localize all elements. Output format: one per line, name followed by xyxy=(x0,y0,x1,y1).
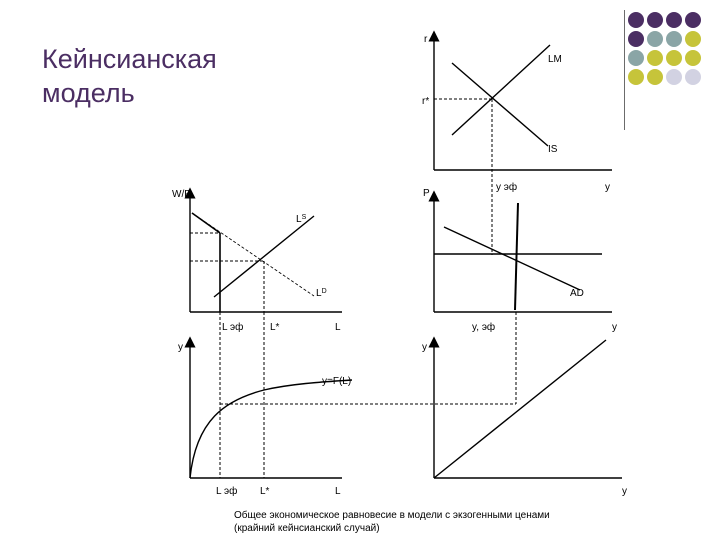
r-star-label: r* xyxy=(422,96,430,107)
line45-y-label: y xyxy=(422,342,427,353)
production-function-label: y=F(L) xyxy=(322,376,352,387)
ad-y-eq-label: y, эф xyxy=(472,322,496,333)
production-x-label: L xyxy=(335,486,341,497)
as-vertical-line xyxy=(515,203,518,310)
title-line-1: Кейнсианская xyxy=(42,44,217,74)
is-curve xyxy=(452,63,548,146)
title-line-2: модель xyxy=(42,78,135,108)
line45-diagonal xyxy=(434,340,606,478)
lm-label: LM xyxy=(548,54,562,65)
production-l-eq-label: L эф xyxy=(216,486,238,497)
caption-line-1: Общее экономическое равновесие в модели с экзогенными ценами xyxy=(234,510,550,521)
labor-y-label: W/P xyxy=(172,189,191,200)
is-lm-x-label: y xyxy=(605,182,610,193)
labor-l-star-label: L* xyxy=(270,322,280,333)
is-label: IS xyxy=(548,144,558,155)
caption-line-2: (крайний кейнсианский случай) xyxy=(234,523,380,534)
ad-curve xyxy=(444,227,580,290)
labor-x-label: L xyxy=(335,322,341,333)
figure-caption xyxy=(234,509,654,535)
labor-demand-label: $L^D$ xyxy=(316,288,327,299)
is-lm-panel xyxy=(422,34,612,193)
ad-panel xyxy=(423,188,617,333)
production-l-star-label: L* xyxy=(260,486,270,497)
y-eq-label: y эф xyxy=(496,182,518,193)
labor-market-panel xyxy=(172,189,342,333)
line45-x-label: y xyxy=(622,486,627,497)
production-function-curve xyxy=(190,380,352,478)
labor-l-eq-label: L эф xyxy=(222,322,244,333)
ad-x-label: y xyxy=(612,322,617,333)
lm-curve xyxy=(452,45,550,135)
ad-y-label: P xyxy=(423,188,430,199)
ad-curve-label: AD xyxy=(570,288,584,299)
labor-supply-label: $L^S$ xyxy=(296,214,307,225)
production-panel xyxy=(178,312,516,497)
is-lm-y-label: r xyxy=(424,34,428,45)
production-y-label: y xyxy=(178,342,183,353)
wage-floor-line xyxy=(192,213,220,233)
labor-supply-curve xyxy=(214,216,314,297)
